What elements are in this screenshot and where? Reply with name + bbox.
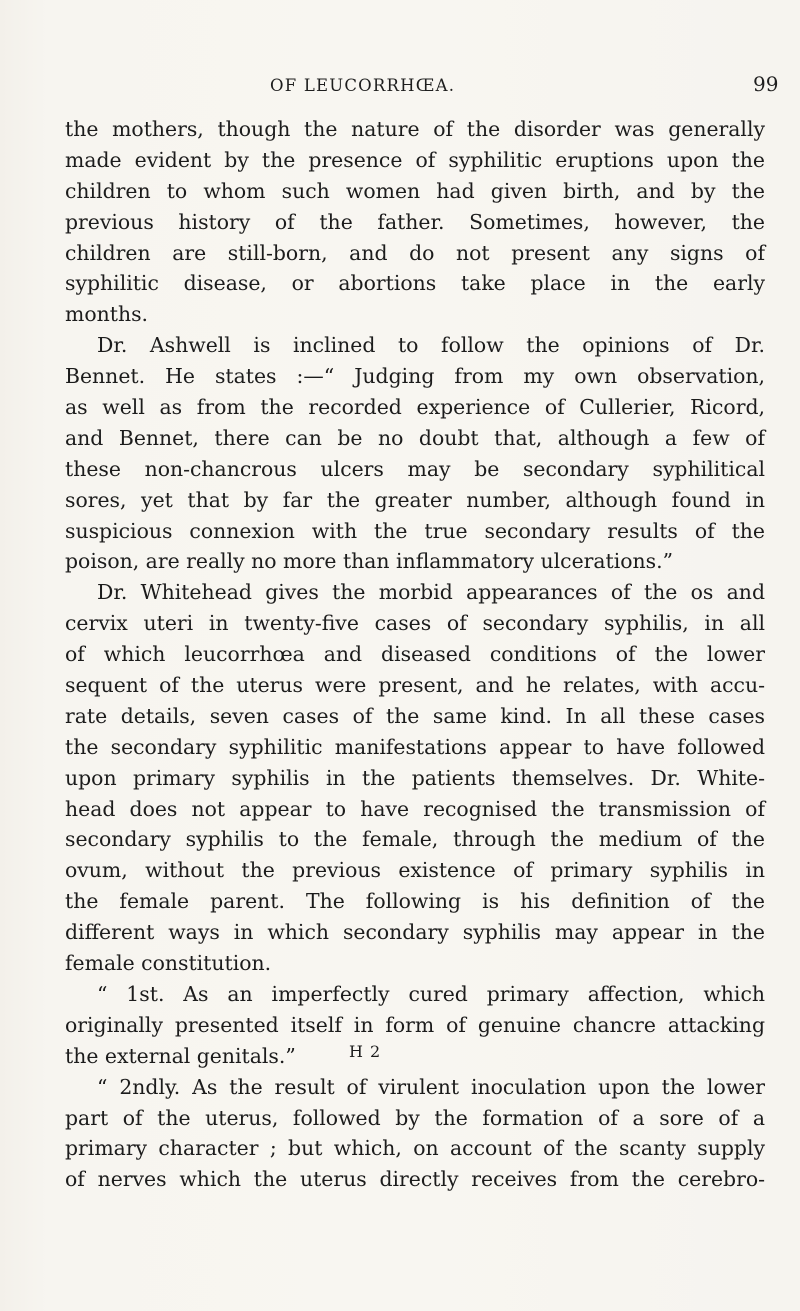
text-line: secondary syphilis to the female, through the medium of the xyxy=(65,827,765,852)
text-line: primary character ; but which, on account of the scanty supply xyxy=(65,1136,765,1161)
text-line: of nerves which the uterus directly receives from the cerebro- xyxy=(65,1167,765,1192)
text-line: previous history of the father. Sometimes, however, the xyxy=(65,209,765,234)
text-line: Dr. Ashwell is inclined to follow the opinions of Dr. xyxy=(97,333,765,358)
text-line: suspicious connexion with the true secondary results of the xyxy=(65,518,765,543)
text-line: upon primary syphilis in the patients themselves. Dr. White- xyxy=(65,765,765,790)
text-line: different ways in which secondary syphilis may appear in the xyxy=(65,920,765,945)
text-line: these non-chancrous ulcers may be secondary syphilitical xyxy=(65,456,765,481)
text-line: the female parent. The following is his definition of the xyxy=(65,889,765,914)
text-line: Dr. Whitehead gives the morbid appearances of the os and xyxy=(97,580,765,605)
text-line: sores, yet that by far the greater number, although found in xyxy=(65,487,765,512)
text-line: and Bennet, there can be no doubt that, although a few of xyxy=(65,425,765,450)
text-line: cervix uteri in twenty-five cases of secondary syphilis, in all xyxy=(65,611,765,636)
text-line: female constitution. xyxy=(65,951,272,976)
text-line: the secondary syphilitic manifestations appear to have followed xyxy=(65,734,765,759)
text-line: rate details, seven cases of the same kind. In all these cases xyxy=(65,703,765,728)
running-head: OF LEUCORRHŒA. xyxy=(270,76,456,95)
text-line: children to whom such women had given birth, and by the xyxy=(65,178,765,203)
page-number: 99 xyxy=(753,72,779,96)
text-line: the mothers, though the nature of the disorder was generally xyxy=(65,117,765,141)
body-text xyxy=(65,114,765,1195)
text-line: made evident by the presence of syphilitic eruptions upon the xyxy=(65,147,765,172)
text-line: poison, are really no more than inflammatory ulcerations.” xyxy=(65,549,674,574)
text-line: months. xyxy=(65,302,149,327)
text-line: the external genitals.” xyxy=(65,1043,296,1068)
text-line: originally presented itself in form of genuine chancre attacking xyxy=(65,1012,765,1037)
text-line: Bennet. He states :—“ Judging from my own observation, xyxy=(65,364,765,389)
text-line: head does not appear to have recognised the transmission of xyxy=(65,796,765,821)
text-line: as well as from the recorded experience of Cullerier, Ricord, xyxy=(65,395,765,420)
text-line: ovum, without the previous existence of primary syphilis in xyxy=(65,858,765,883)
text-line: sequent of the uterus were present, and he relates, with accu- xyxy=(65,673,765,698)
text-line: “ 1st. As an imperfectly cured primary affection, which xyxy=(97,981,765,1006)
signature-mark: H 2 xyxy=(349,1042,382,1061)
text-line: children are still-born, and do not present any signs of xyxy=(65,240,765,265)
text-line: of which leucorrhœa and diseased conditions of the lower xyxy=(65,642,765,667)
text-line: syphilitic disease, or abortions take place in the early xyxy=(65,271,765,296)
text-line: “ 2ndly. As the result of virulent inoculation upon the lower xyxy=(97,1074,765,1099)
text-line: part of the uterus, followed by the formation of a sore of a xyxy=(65,1105,765,1130)
